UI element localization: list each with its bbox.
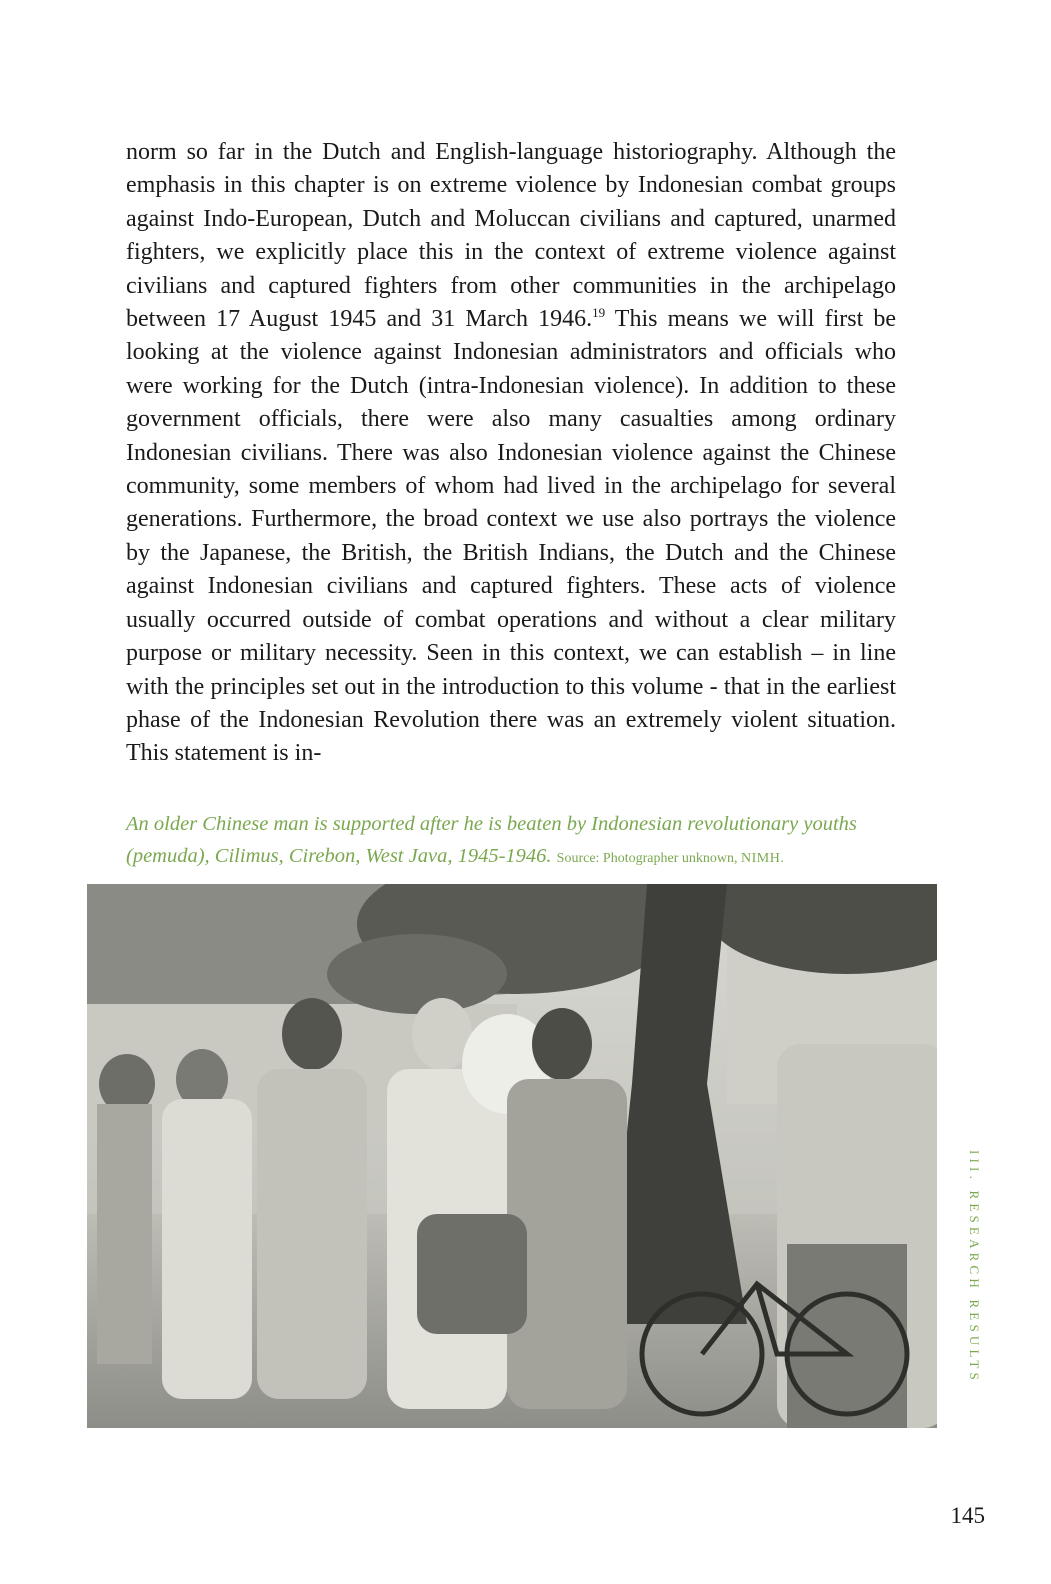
photograph-illustration — [87, 884, 937, 1428]
caption-text: An older Chinese man is supported after he is beaten by Indonesian revolutionary youths (pemuda), Cilimus, Cirebon, West Java, 1945-1946. — [126, 813, 857, 867]
section-running-head — [952, 1150, 996, 1404]
caption-source-end: . — [780, 851, 784, 866]
caption-source-org: NIMH — [740, 851, 781, 866]
historical-photograph — [87, 884, 937, 1428]
section-running-head-text: III. RESEARCH RESULTS — [967, 1150, 982, 1384]
caption-source-label: Source: Photographer unknown, — [556, 851, 741, 866]
photo-caption — [126, 808, 906, 875]
body-text-part-2: This means we will first be looking at the violence against Indonesian administrators and officials who were working for the Dutch (intra-Indonesian violence). In addition to these government officials, there were also many casualties among ordinary Indonesian civilians. There was also Indonesian violence against the Chinese community, some members of whom had lived in the archipelago for several generations. Furthermore, the broad context we use also portrays the violence by the Japanese, the British, the British Indians, the Dutch and the Chinese against Indonesian civilians and captured fighters. These acts of violence usually occurred outside of combat operations and without a clear military purpose or military necessity. Seen in this context, we can establish – in line with the principles set out in the introduction to this volume - that in the earliest phase of the Indonesian Revolution there was an extremely violent situation. This statement is in- — [126, 306, 897, 767]
caption-source — [557, 851, 784, 866]
footnote-reference[interactable]: 19 — [592, 305, 606, 321]
body-paragraph — [126, 136, 896, 771]
body-text-part-1: norm so far in the Dutch and English-language historiography. Although the emphasis in this chapter is on extreme violence by Indonesian combat groups against Indo-European, Dutch and Moluccan civilians and captured, unarmed fighters, we explicitly place this in the context of extreme violence against civilians and captured fighters from other communities in the archipelago between 17 August 1945 and 31 March 1946. — [126, 139, 896, 333]
page-number: 145 — [950, 1503, 985, 1528]
